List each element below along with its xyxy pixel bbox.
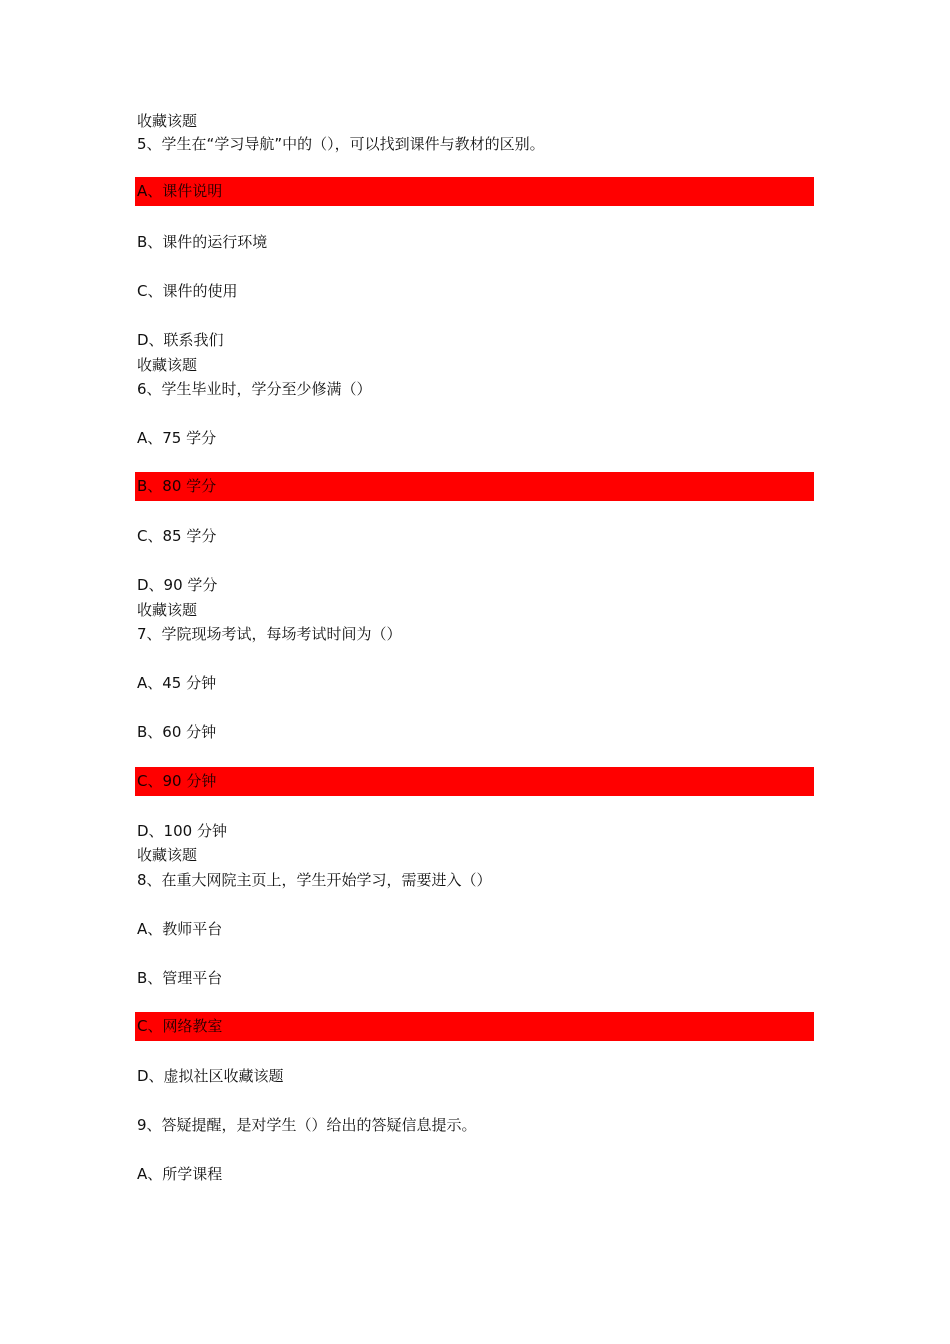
question-5-option-c[interactable]: C、课件的使用 [137,282,238,300]
question-5-option-b[interactable]: B、课件的运行环境 [137,233,268,251]
question-8-option-d[interactable]: D、虚拟社区收藏该题 [137,1067,284,1085]
question-8-option-a[interactable]: A、教师平台 [137,920,223,938]
question-6-option-d[interactable]: D、90 学分 [137,576,218,594]
question-7-option-d[interactable]: D、100 分钟 [137,822,227,840]
question-7-option-c-selected[interactable] [135,767,814,796]
question-6-option-c[interactable]: C、85 学分 [137,527,217,545]
question-6-option-a[interactable]: A、75 学分 [137,429,217,447]
favorite-label[interactable]: 收藏该题 [137,846,198,864]
question-9-option-a[interactable]: A、所学课程 [137,1165,223,1183]
question-6-option-b-selected[interactable] [135,472,814,501]
question-7-text: 7、学院现场考试，每场考试时间为（） [137,625,402,643]
option-label: C、90 分钟 [137,772,217,790]
favorite-label[interactable]: 收藏该题 [137,112,198,130]
question-9-text: 9、答疑提醒，是对学生（）给出的答疑信息提示。 [137,1116,477,1134]
question-8-text: 8、在重大网院主页上，学生开始学习，需要进入（） [137,871,492,889]
question-5-text: 5、学生在“学习导航”中的（），可以找到课件与教材的区别。 [137,135,545,153]
favorite-label[interactable]: 收藏该题 [137,601,198,619]
option-label: A、课件说明 [137,182,223,200]
question-7-option-b[interactable]: B、60 分钟 [137,723,217,741]
question-8-option-b[interactable]: B、管理平台 [137,969,223,987]
favorite-label[interactable]: 收藏该题 [137,356,198,374]
question-5-option-a-selected[interactable] [135,177,814,206]
question-7-option-a[interactable]: A、45 分钟 [137,674,217,692]
question-5-option-d[interactable]: D、联系我们 [137,331,224,349]
question-8-option-c-selected[interactable] [135,1012,814,1041]
option-label: C、网络教室 [137,1017,223,1035]
question-6-text: 6、学生毕业时，学分至少修满（） [137,380,372,398]
option-label: B、80 学分 [137,477,217,495]
